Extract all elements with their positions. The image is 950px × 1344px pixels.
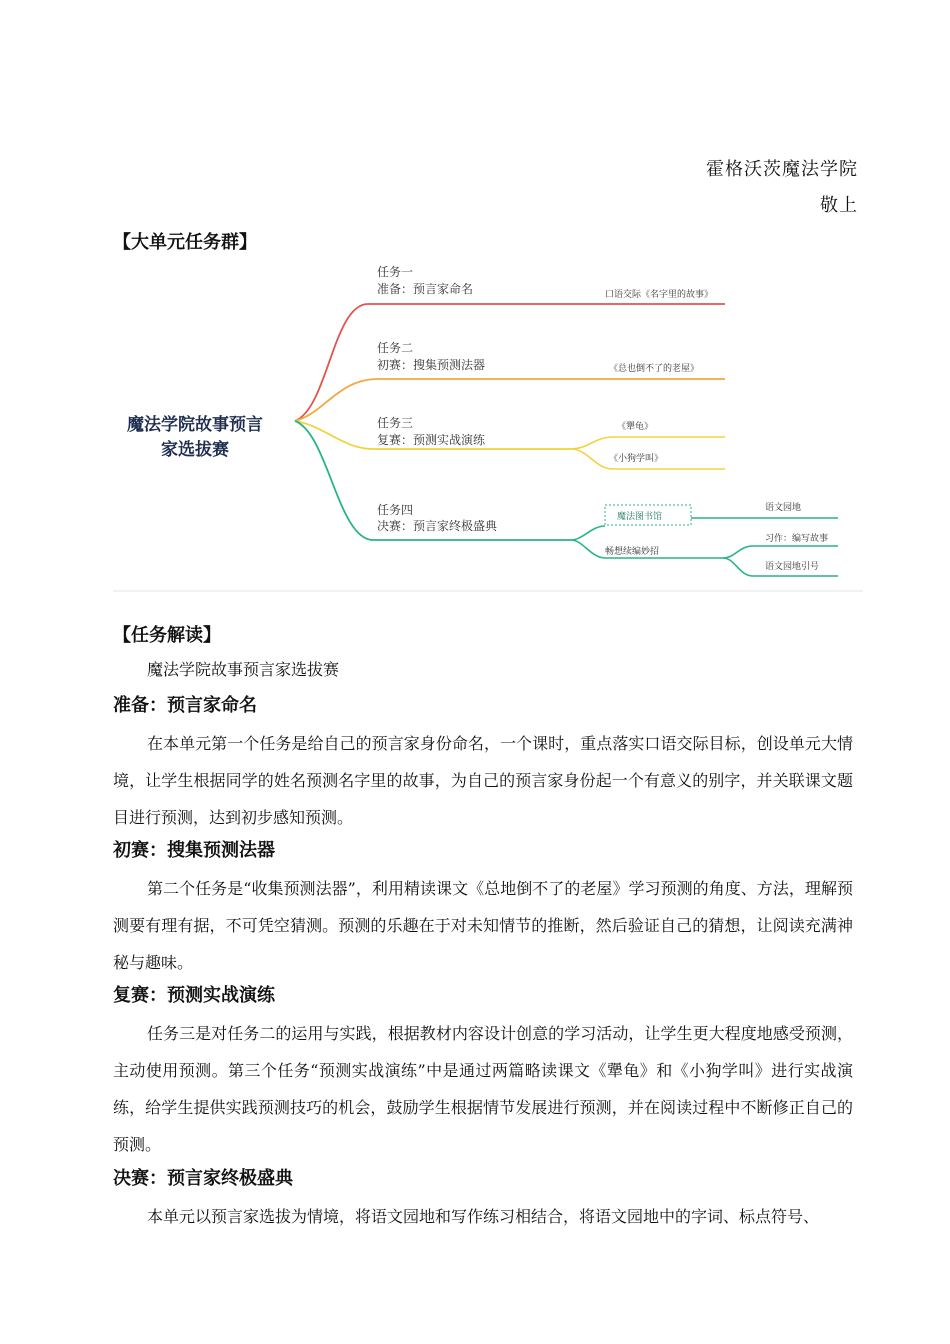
branch-line-sub2-leaf1	[723, 546, 838, 558]
interpret-heading: 【任务解读】	[113, 625, 221, 646]
interpret-subtitle: 魔法学院故事预言家选拔赛	[147, 660, 340, 679]
task3-number: 任务三	[377, 416, 414, 430]
section-preliminary	[113, 836, 853, 981]
signature-institution: 霍格沃茨魔法学院	[706, 159, 858, 180]
sub2-leaf1: 习作：编写故事	[765, 534, 829, 544]
unit-task-heading: 【大单元任务群】	[113, 232, 257, 253]
section-body: 在本单元第一个任务是给自己的预言家身份命名，一个课时，重点落实口语交际目标，创设单元大情境，让学生根据同学的姓名预测名字里的故事，为自己的预言家身份起一个有意义的别字，并关联课文题目进行预测，达到初步感知预测。	[113, 734, 853, 827]
section-prepare	[113, 691, 853, 836]
sub1-leaf: 语文园地	[765, 503, 802, 513]
task1-desc: 准备：预言家命名	[377, 282, 474, 296]
signature-closing: 敬上	[820, 195, 858, 216]
task4-number: 任务四	[377, 503, 414, 517]
section-title: 准备：预言家命名	[113, 695, 257, 716]
mindmap-root-line1: 魔法学院故事预言	[127, 415, 263, 435]
section-title: 决赛：预言家终极盛典	[113, 1168, 293, 1189]
section-semifinal	[113, 981, 853, 1163]
task3-leaf1: 《犟龟》	[617, 422, 654, 432]
task1-number: 任务一	[377, 265, 414, 279]
section-body: 任务三是对任务二的运用与实践，根据教材内容设计创意的学习活动，让学生更大程度地感受预测，主动使用预测。第三个任务“预测实战演练”中是通过两篇略读课文《犟龟》和《小狗学叫》进行实战演练，给学生提供实践预测技巧的机会，鼓励学生根据情节发展进行预测，并在阅读过程中不断修正自己的预测。	[113, 1024, 853, 1154]
task3-leaf2: 《小狗学叫》	[609, 454, 664, 464]
task2-number: 任务二	[377, 341, 414, 355]
task4-sub2-label: 畅想续编妙招	[605, 547, 660, 557]
section-title: 复赛：预测实战演练	[113, 985, 275, 1006]
task2-desc: 初赛：搜集预测法器	[377, 358, 486, 372]
branch-line-task3-leaf1	[571, 437, 725, 449]
section-body: 本单元以预言家选拔为情境，将语文园地和写作练习相结合，将语文园地中的字词、标点符号、	[147, 1207, 820, 1226]
branch-line-task4-sub1	[571, 526, 605, 540]
task1-leaf: 口语交际《名字里的故事》	[605, 290, 714, 300]
section-final	[113, 1164, 853, 1235]
mindmap-root-line2: 家选拔赛	[161, 440, 229, 460]
section-title: 初赛：搜集预测法器	[113, 840, 275, 861]
task3-desc: 复赛：预测实战演练	[377, 433, 486, 447]
task-mindmap	[113, 258, 863, 598]
branch-line-task2	[295, 379, 725, 421]
task4-sub1-label: 魔法图书馆	[617, 512, 663, 522]
section-body: 第二个任务是“收集预测法器”，利用精读课文《总地倒不了的老屋》学习预测的角度、方法，理解预测要有理有据，不可凭空猜测。预测的乐趣在于对未知情节的推断，然后验证自己的猜想，让阅读充满神秘与趣味。	[113, 879, 853, 972]
task2-leaf: 《总也倒不了的老屋》	[609, 364, 700, 374]
sub2-leaf2: 语文园地引号	[765, 562, 820, 572]
branch-line-task1	[295, 304, 725, 421]
task4-desc: 决赛：预言家终极盛典	[377, 519, 498, 533]
